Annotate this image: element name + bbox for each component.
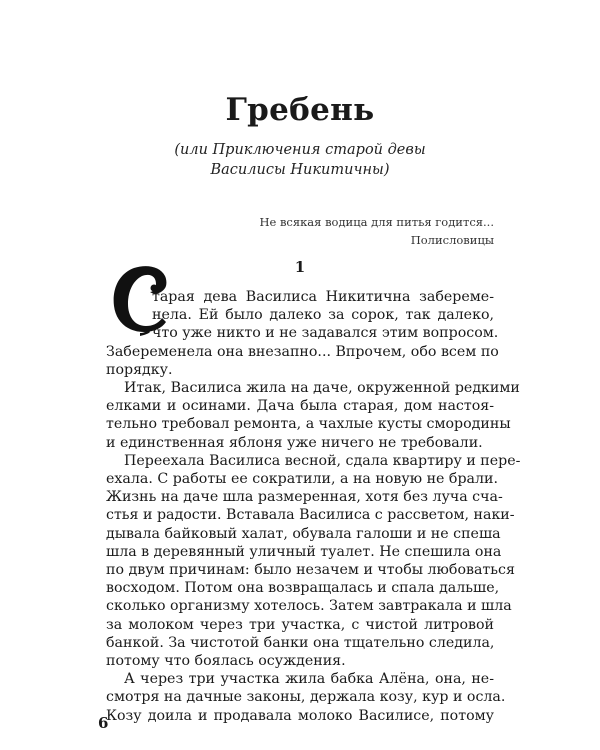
text-line: нела. Ей было далеко за сорок, так далеко, — [152, 307, 494, 324]
text-line: дывала байковый халат, обувала галоши и не спеша — [106, 525, 501, 542]
paragraph — [106, 288, 499, 379]
text-line: порядку. — [106, 361, 173, 378]
text-line: А через три участка жила бабка Алёна, она, не- — [124, 671, 494, 688]
text-line: банкой. За чистотой банки она тщательно следила, — [106, 634, 495, 651]
text-line: шла в деревянный уличный туалет. Не спешила она — [106, 543, 502, 560]
text-line: Жизнь на даче шла размеренная, хотя без луча сча- — [106, 489, 503, 506]
chapter-title: Гребень — [225, 92, 375, 128]
subtitle-line: (или Приключения старой девы — [174, 142, 426, 158]
text-line: сколько организму хотелось. Затем завтракала и шла — [106, 598, 512, 615]
subtitle — [0, 140, 600, 180]
text-line: Итак, Василиса жила на даче, окруженной редкими — [124, 380, 520, 397]
text-line: за молоком через три участка, с чистой литровой — [106, 616, 494, 633]
text-line: смотря на дачные законы, держала козу, кур и осла. — [106, 689, 506, 706]
text-line: елками и осинами. Дача была старая, дом настоя- — [106, 398, 494, 415]
epigraph — [259, 213, 494, 249]
epigraph-source: Полисловицы — [410, 233, 494, 247]
paragraph — [106, 452, 521, 670]
body-text — [106, 288, 521, 725]
text-line: что уже никто и не задавался этим вопросом. — [152, 325, 499, 342]
text-line: Козу доила и продавала молоко Василисе, потому — [106, 707, 494, 724]
text-line: стья и радости. Вставала Василиса с рассветом, наки- — [106, 507, 515, 524]
text-line: восходом. Потом она возвращалась и спала дальше, — [106, 580, 500, 597]
text-line: Забеременела она внезапно... Впрочем, обо всем по — [106, 343, 499, 360]
text-line: тарая дева Василиса Никитична забереме- — [152, 289, 494, 305]
text-line: по двум причинам: было незачем и чтобы любоваться — [106, 562, 515, 579]
chapter-number: 1 — [294, 258, 306, 276]
text-line: тельно требовал ремонта, а чахлые кусты смородины — [106, 416, 511, 433]
epigraph-text: Не всякая водица для питья годится... — [259, 215, 494, 229]
paragraph — [106, 670, 506, 725]
text-line: и единственная яблоня уже ничего не требовали. — [106, 434, 483, 451]
text-line: ехала. С работы ее сократили, а на новую не брали. — [106, 471, 498, 488]
paragraph — [106, 379, 520, 452]
text-line: потому что боялась осуждения. — [106, 653, 346, 670]
text-line: Переехала Василиса весной, сдала квартиру и пере- — [124, 452, 521, 469]
subtitle-line: Василисы Никитичны) — [210, 162, 390, 178]
page-number: 6 — [98, 714, 109, 732]
